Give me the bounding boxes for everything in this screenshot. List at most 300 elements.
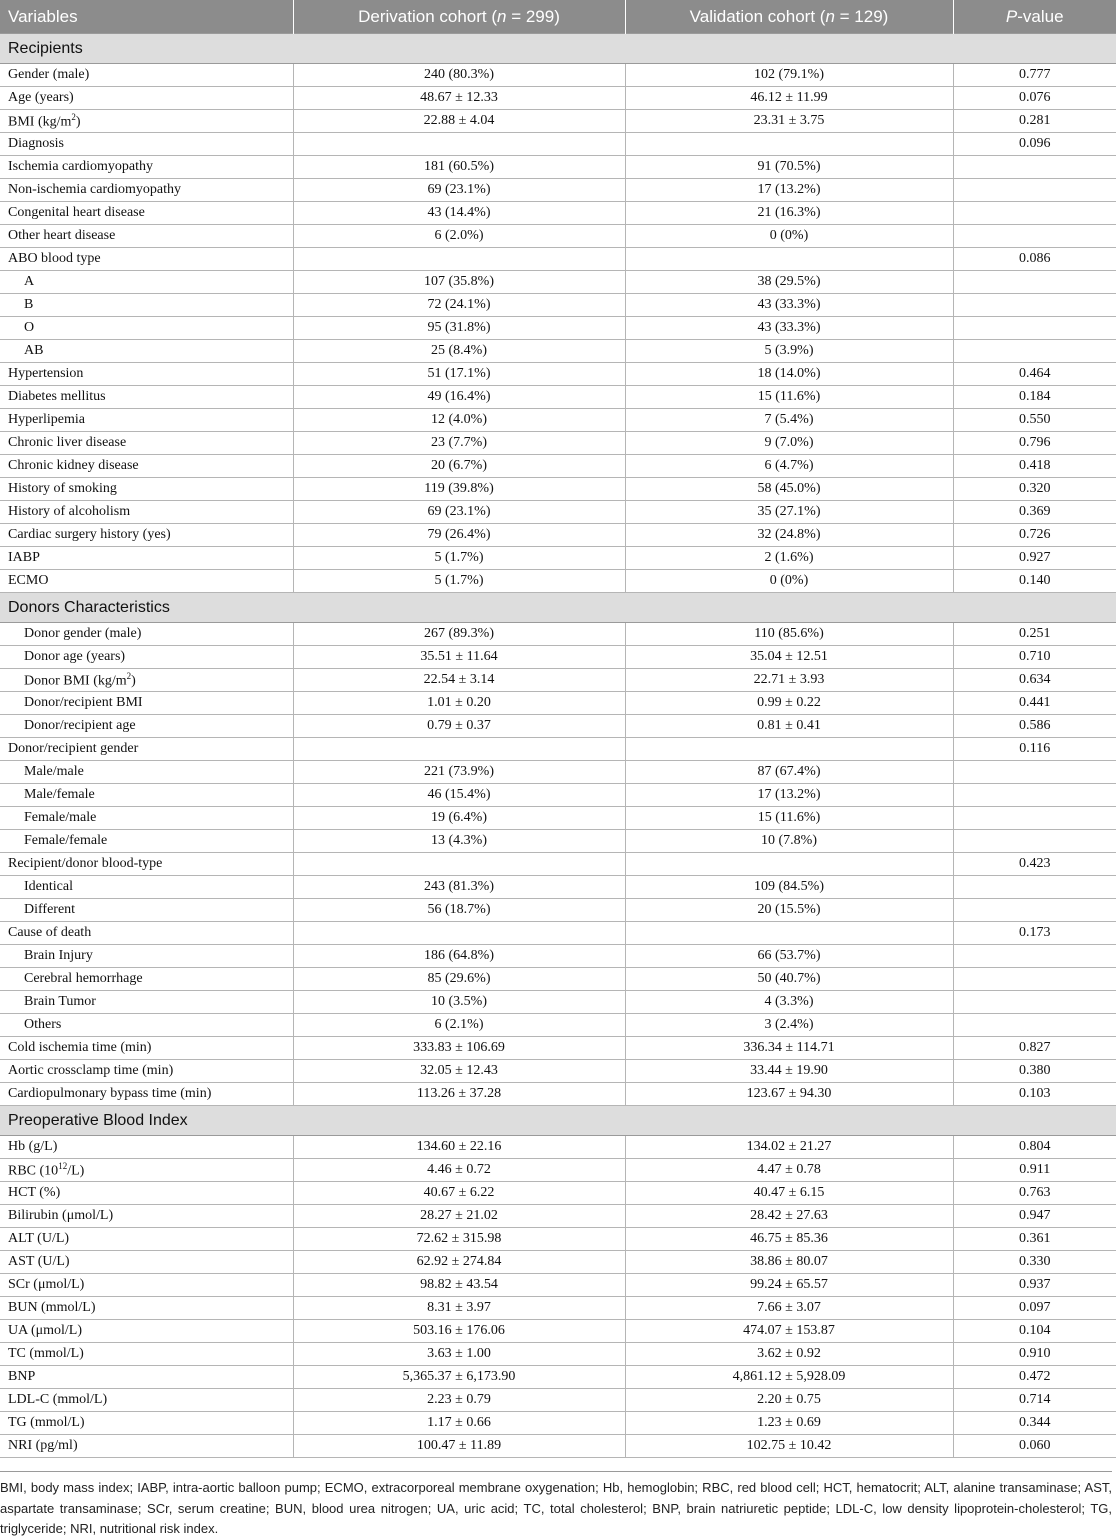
validation-value: 43 (33.3%) xyxy=(625,294,953,317)
variable-label-suffix: /L) xyxy=(67,1163,85,1179)
variable-label-text: UA (μmol/L) xyxy=(8,1323,82,1338)
p-value xyxy=(953,761,1116,784)
variable-label xyxy=(0,1182,293,1205)
variable-label xyxy=(0,179,293,202)
variable-label xyxy=(0,784,293,807)
variable-label xyxy=(0,478,293,501)
validation-value: 5 (3.9%) xyxy=(625,340,953,363)
variable-label-text: Donor gender (male) xyxy=(24,626,142,641)
variable-label-text: Female/female xyxy=(24,833,108,848)
validation-value: 110 (85.6%) xyxy=(625,623,953,646)
variable-label-text: Congenital heart disease xyxy=(8,205,145,220)
variable-label-text: Brain Tumor xyxy=(24,994,96,1009)
table-row xyxy=(0,669,1116,692)
derivation-value: 186 (64.8%) xyxy=(293,945,625,968)
variable-label xyxy=(0,876,293,899)
validation-value: 4.47 ± 0.78 xyxy=(625,1159,953,1182)
validation-value: 0 (0%) xyxy=(625,570,953,593)
p-value: 0.927 xyxy=(953,547,1116,570)
derivation-value: 13 (4.3%) xyxy=(293,830,625,853)
derivation-value: 28.27 ± 21.02 xyxy=(293,1205,625,1228)
variable-label-text: Chronic liver disease xyxy=(8,435,127,450)
table-row xyxy=(0,340,1116,363)
derivation-value: 100.47 ± 11.89 xyxy=(293,1435,625,1458)
table-row xyxy=(0,386,1116,409)
variable-label-superscript: 2 xyxy=(126,670,132,681)
variable-label-text: BMI (kg/m xyxy=(8,114,72,130)
variable-label xyxy=(0,133,293,156)
table-row xyxy=(0,1274,1116,1297)
validation-value: 38 (29.5%) xyxy=(625,271,953,294)
table-row xyxy=(0,623,1116,646)
variable-label-text: Cardiopulmonary bypass time (min) xyxy=(8,1086,212,1101)
p-value: 0.281 xyxy=(953,110,1116,133)
validation-value: 21 (16.3%) xyxy=(625,202,953,225)
variable-label xyxy=(0,1037,293,1060)
variable-label-text: Cerebral hemorrhage xyxy=(24,971,143,986)
variable-label xyxy=(0,1412,293,1435)
p-value: 0.104 xyxy=(953,1320,1116,1343)
validation-value: 0.99 ± 0.22 xyxy=(625,692,953,715)
variable-label xyxy=(0,294,293,317)
table-row xyxy=(0,478,1116,501)
p-value: 0.418 xyxy=(953,455,1116,478)
header-validation-n: n xyxy=(825,6,835,26)
variable-label xyxy=(0,547,293,570)
p-value: 0.804 xyxy=(953,1136,1116,1159)
table-row xyxy=(0,110,1116,133)
variable-label-text: AB xyxy=(24,343,44,358)
derivation-value: 56 (18.7%) xyxy=(293,899,625,922)
variable-label-text: Bilirubin (μmol/L) xyxy=(8,1208,114,1223)
variable-label-text: Donor age (years) xyxy=(24,649,126,664)
derivation-value: 19 (6.4%) xyxy=(293,807,625,830)
variable-label xyxy=(0,830,293,853)
variable-label-text: Aortic crossclamp time (min) xyxy=(8,1063,174,1078)
variable-label xyxy=(0,409,293,432)
table-row xyxy=(0,1060,1116,1083)
p-value: 0.472 xyxy=(953,1366,1116,1389)
variable-label-text: Hyperlipemia xyxy=(8,412,85,427)
variable-label-text: Ischemia cardiomyopathy xyxy=(8,159,154,174)
validation-value: 22.71 ± 3.93 xyxy=(625,669,953,692)
derivation-value: 243 (81.3%) xyxy=(293,876,625,899)
table-row xyxy=(0,156,1116,179)
variable-label-text: A xyxy=(24,274,35,289)
validation-value xyxy=(625,133,953,156)
variable-label xyxy=(0,1343,293,1366)
validation-value: 102 (79.1%) xyxy=(625,64,953,87)
variable-label-text: Identical xyxy=(24,879,73,894)
variable-label xyxy=(0,225,293,248)
variable-label xyxy=(0,623,293,646)
header-derivation-suffix: = 299) xyxy=(506,6,560,26)
p-value xyxy=(953,271,1116,294)
variable-label-text: SCr (μmol/L) xyxy=(8,1277,85,1292)
variable-label-text: BNP xyxy=(8,1369,36,1384)
variable-label xyxy=(0,87,293,110)
validation-value: 2 (1.6%) xyxy=(625,547,953,570)
validation-value: 50 (40.7%) xyxy=(625,968,953,991)
variable-label-text: History of alcoholism xyxy=(8,504,131,519)
p-value: 0.714 xyxy=(953,1389,1116,1412)
p-value: 0.380 xyxy=(953,1060,1116,1083)
derivation-value: 6 (2.0%) xyxy=(293,225,625,248)
p-value: 0.076 xyxy=(953,87,1116,110)
variable-label xyxy=(0,1389,293,1412)
p-value: 0.911 xyxy=(953,1159,1116,1182)
p-value: 0.423 xyxy=(953,853,1116,876)
derivation-value xyxy=(293,738,625,761)
derivation-value: 267 (89.3%) xyxy=(293,623,625,646)
validation-value: 10 (7.8%) xyxy=(625,830,953,853)
variable-label xyxy=(0,1320,293,1343)
derivation-value: 10 (3.5%) xyxy=(293,991,625,1014)
table-row xyxy=(0,1343,1116,1366)
variable-label-text: Female/male xyxy=(24,810,97,825)
derivation-value: 119 (39.8%) xyxy=(293,478,625,501)
variable-label xyxy=(0,156,293,179)
header-variables-text: Variables xyxy=(8,6,78,26)
variable-label-suffix: ) xyxy=(75,114,81,130)
derivation-value: 51 (17.1%) xyxy=(293,363,625,386)
table-row xyxy=(0,1389,1116,1412)
p-value: 0.369 xyxy=(953,501,1116,524)
p-value: 0.320 xyxy=(953,478,1116,501)
variable-label xyxy=(0,1297,293,1320)
p-value xyxy=(953,179,1116,202)
derivation-value: 22.88 ± 4.04 xyxy=(293,110,625,133)
derivation-value: 2.23 ± 0.79 xyxy=(293,1389,625,1412)
variable-label-superscript: 2 xyxy=(71,111,76,122)
variable-label-text: Gender (male) xyxy=(8,67,90,82)
validation-value: 40.47 ± 6.15 xyxy=(625,1182,953,1205)
variable-label-text: Cold ischemia time (min) xyxy=(8,1040,152,1055)
validation-value: 123.67 ± 94.30 xyxy=(625,1083,953,1106)
variable-label xyxy=(0,363,293,386)
validation-value: 336.34 ± 114.71 xyxy=(625,1037,953,1060)
p-value: 0.361 xyxy=(953,1228,1116,1251)
variable-label-text: Non-ischemia cardiomyopathy xyxy=(8,182,182,197)
derivation-value: 72.62 ± 315.98 xyxy=(293,1228,625,1251)
variable-label-text: TG (mmol/L) xyxy=(8,1415,85,1430)
table-body xyxy=(0,34,1116,1458)
derivation-value: 5 (1.7%) xyxy=(293,570,625,593)
derivation-value: 48.67 ± 12.33 xyxy=(293,87,625,110)
derivation-value: 23 (7.7%) xyxy=(293,432,625,455)
derivation-value: 98.82 ± 43.54 xyxy=(293,1274,625,1297)
derivation-value: 5,365.37 ± 6,173.90 xyxy=(293,1366,625,1389)
validation-value xyxy=(625,738,953,761)
table-row xyxy=(0,991,1116,1014)
table-row xyxy=(0,1182,1116,1205)
p-value: 0.586 xyxy=(953,715,1116,738)
table-row xyxy=(0,807,1116,830)
header-row xyxy=(0,0,1116,34)
derivation-value: 79 (26.4%) xyxy=(293,524,625,547)
validation-value: 23.31 ± 3.75 xyxy=(625,110,953,133)
p-value: 0.763 xyxy=(953,1182,1116,1205)
variable-label xyxy=(0,991,293,1014)
variable-label xyxy=(0,1159,293,1182)
p-value: 0.441 xyxy=(953,692,1116,715)
variable-label-text: ECMO xyxy=(8,573,49,588)
p-value xyxy=(953,945,1116,968)
header-p-italic: P xyxy=(1005,6,1018,26)
derivation-value: 503.16 ± 176.06 xyxy=(293,1320,625,1343)
section-header-row xyxy=(0,1106,1116,1136)
variable-label-text: Others xyxy=(24,1017,62,1032)
derivation-value: 69 (23.1%) xyxy=(293,501,625,524)
p-value xyxy=(953,876,1116,899)
derivation-value: 20 (6.7%) xyxy=(293,455,625,478)
variable-label xyxy=(0,761,293,784)
derivation-value xyxy=(293,853,625,876)
p-value xyxy=(953,317,1116,340)
validation-value: 109 (84.5%) xyxy=(625,876,953,899)
p-value: 0.116 xyxy=(953,738,1116,761)
variable-label xyxy=(0,853,293,876)
validation-value: 15 (11.6%) xyxy=(625,386,953,409)
variable-label-superscript: 12 xyxy=(58,1160,68,1171)
variable-label-text: AST (U/L) xyxy=(8,1254,70,1269)
table-row xyxy=(0,899,1116,922)
validation-value: 46.12 ± 11.99 xyxy=(625,87,953,110)
validation-value: 91 (70.5%) xyxy=(625,156,953,179)
validation-value: 28.42 ± 27.63 xyxy=(625,1205,953,1228)
validation-value: 33.44 ± 19.90 xyxy=(625,1060,953,1083)
p-value: 0.096 xyxy=(953,133,1116,156)
derivation-value: 134.60 ± 22.16 xyxy=(293,1136,625,1159)
derivation-value: 62.92 ± 274.84 xyxy=(293,1251,625,1274)
variable-label-text: Male/female xyxy=(24,787,95,802)
variable-label-text: Diagnosis xyxy=(8,136,64,151)
validation-value xyxy=(625,922,953,945)
variable-label-text: NRI (pg/ml) xyxy=(8,1438,78,1453)
variable-label-text: Donor BMI (kg/m xyxy=(24,673,127,689)
validation-value: 17 (13.2%) xyxy=(625,179,953,202)
validation-value: 0 (0%) xyxy=(625,225,953,248)
derivation-value: 6 (2.1%) xyxy=(293,1014,625,1037)
variable-label-text: Recipient/donor blood-type xyxy=(8,856,163,871)
table-row xyxy=(0,784,1116,807)
p-value: 0.086 xyxy=(953,248,1116,271)
variable-label xyxy=(0,968,293,991)
variable-label xyxy=(0,570,293,593)
table-row xyxy=(0,1205,1116,1228)
validation-value: 4 (3.3%) xyxy=(625,991,953,1014)
variable-label-text: Hb (g/L) xyxy=(8,1139,58,1154)
validation-value: 6 (4.7%) xyxy=(625,455,953,478)
variable-label-text: ABO blood type xyxy=(8,251,101,266)
variable-label xyxy=(0,271,293,294)
section-header-row xyxy=(0,593,1116,623)
table-row xyxy=(0,363,1116,386)
derivation-value: 49 (16.4%) xyxy=(293,386,625,409)
derivation-value: 46 (15.4%) xyxy=(293,784,625,807)
table-row xyxy=(0,432,1116,455)
variable-label-text: Donor/recipient gender xyxy=(8,741,139,756)
validation-value: 0.81 ± 0.41 xyxy=(625,715,953,738)
variable-label-text: Male/male xyxy=(24,764,84,779)
variable-label xyxy=(0,1251,293,1274)
table-row xyxy=(0,830,1116,853)
variable-label xyxy=(0,807,293,830)
p-value xyxy=(953,784,1116,807)
derivation-value: 4.46 ± 0.72 xyxy=(293,1159,625,1182)
validation-value: 35.04 ± 12.51 xyxy=(625,646,953,669)
variable-label xyxy=(0,1274,293,1297)
validation-value: 134.02 ± 21.27 xyxy=(625,1136,953,1159)
variable-label xyxy=(0,524,293,547)
table-row xyxy=(0,225,1116,248)
validation-value: 58 (45.0%) xyxy=(625,478,953,501)
derivation-value: 240 (80.3%) xyxy=(293,64,625,87)
variable-label xyxy=(0,340,293,363)
table-row xyxy=(0,1366,1116,1389)
table-row xyxy=(0,853,1116,876)
validation-value: 46.75 ± 85.36 xyxy=(625,1228,953,1251)
variable-label xyxy=(0,945,293,968)
variable-label-text: Different xyxy=(24,902,76,917)
variable-label-text: TC (mmol/L) xyxy=(8,1346,84,1361)
derivation-value: 0.79 ± 0.37 xyxy=(293,715,625,738)
header-p-suffix: -value xyxy=(1017,6,1064,26)
validation-value: 43 (33.3%) xyxy=(625,317,953,340)
p-value xyxy=(953,968,1116,991)
derivation-value: 43 (14.4%) xyxy=(293,202,625,225)
derivation-value: 221 (73.9%) xyxy=(293,761,625,784)
table-row xyxy=(0,570,1116,593)
p-value: 0.184 xyxy=(953,386,1116,409)
header-derivation-prefix: Derivation cohort ( xyxy=(358,6,497,26)
table-row xyxy=(0,1412,1116,1435)
variable-label xyxy=(0,899,293,922)
p-value xyxy=(953,807,1116,830)
table-row xyxy=(0,501,1116,524)
variable-label xyxy=(0,692,293,715)
table-row xyxy=(0,64,1116,87)
p-value xyxy=(953,830,1116,853)
variable-label xyxy=(0,715,293,738)
p-value: 0.937 xyxy=(953,1274,1116,1297)
variable-label-text: IABP xyxy=(8,550,40,565)
variable-label-suffix: ) xyxy=(131,673,136,689)
variable-label xyxy=(0,248,293,271)
variable-label xyxy=(0,1014,293,1037)
derivation-value xyxy=(293,133,625,156)
variable-label xyxy=(0,110,293,133)
table-row xyxy=(0,968,1116,991)
validation-value: 38.86 ± 80.07 xyxy=(625,1251,953,1274)
p-value: 0.947 xyxy=(953,1205,1116,1228)
variable-label xyxy=(0,646,293,669)
validation-value: 32 (24.8%) xyxy=(625,524,953,547)
table-row xyxy=(0,1083,1116,1106)
derivation-value: 8.31 ± 3.97 xyxy=(293,1297,625,1320)
p-value xyxy=(953,225,1116,248)
validation-value: 3 (2.4%) xyxy=(625,1014,953,1037)
variable-label xyxy=(0,202,293,225)
table-row xyxy=(0,1297,1116,1320)
table-row xyxy=(0,646,1116,669)
variable-label-text: Chronic kidney disease xyxy=(8,458,139,473)
validation-value: 4,861.12 ± 5,928.09 xyxy=(625,1366,953,1389)
variable-label xyxy=(0,1060,293,1083)
validation-value: 35 (27.1%) xyxy=(625,501,953,524)
table-row xyxy=(0,547,1116,570)
derivation-value: 12 (4.0%) xyxy=(293,409,625,432)
validation-value: 2.20 ± 0.75 xyxy=(625,1389,953,1412)
p-value: 0.330 xyxy=(953,1251,1116,1274)
header-derivation-cohort xyxy=(293,0,625,34)
table-row xyxy=(0,1435,1116,1458)
variable-label xyxy=(0,386,293,409)
table-header xyxy=(0,0,1116,34)
p-value: 0.777 xyxy=(953,64,1116,87)
variable-label xyxy=(0,922,293,945)
p-value xyxy=(953,294,1116,317)
table-row xyxy=(0,179,1116,202)
variable-label-text: LDL-C (mmol/L) xyxy=(8,1392,108,1407)
validation-value xyxy=(625,853,953,876)
table-row xyxy=(0,133,1116,156)
variable-label xyxy=(0,1366,293,1389)
p-value: 0.140 xyxy=(953,570,1116,593)
p-value: 0.634 xyxy=(953,669,1116,692)
p-value xyxy=(953,340,1116,363)
table-row xyxy=(0,1251,1116,1274)
p-value: 0.827 xyxy=(953,1037,1116,1060)
variable-label xyxy=(0,1435,293,1458)
variable-label-text: ALT (U/L) xyxy=(8,1231,70,1246)
variable-label-text: Other heart disease xyxy=(8,228,116,243)
variable-label xyxy=(0,1083,293,1106)
validation-value: 9 (7.0%) xyxy=(625,432,953,455)
variable-label-text: B xyxy=(24,297,34,312)
variable-label xyxy=(0,455,293,478)
p-value: 0.550 xyxy=(953,409,1116,432)
derivation-value xyxy=(293,922,625,945)
derivation-value: 1.17 ± 0.66 xyxy=(293,1412,625,1435)
p-value xyxy=(953,1014,1116,1037)
variable-label xyxy=(0,432,293,455)
derivation-value: 22.54 ± 3.14 xyxy=(293,669,625,692)
derivation-value: 69 (23.1%) xyxy=(293,179,625,202)
validation-value: 3.62 ± 0.92 xyxy=(625,1343,953,1366)
derivation-value: 1.01 ± 0.20 xyxy=(293,692,625,715)
table-row xyxy=(0,1320,1116,1343)
derivation-value: 25 (8.4%) xyxy=(293,340,625,363)
derivation-value: 3.63 ± 1.00 xyxy=(293,1343,625,1366)
p-value: 0.344 xyxy=(953,1412,1116,1435)
variable-label xyxy=(0,501,293,524)
variable-label-text: O xyxy=(24,320,35,335)
table-row xyxy=(0,1228,1116,1251)
variable-label xyxy=(0,1136,293,1159)
table-row xyxy=(0,248,1116,271)
derivation-value: 32.05 ± 12.43 xyxy=(293,1060,625,1083)
section-header-row xyxy=(0,34,1116,64)
table-row xyxy=(0,876,1116,899)
validation-value: 17 (13.2%) xyxy=(625,784,953,807)
section-title: Preoperative Blood Index xyxy=(0,1106,1116,1136)
variable-label xyxy=(0,317,293,340)
table-row xyxy=(0,455,1116,478)
variable-label xyxy=(0,669,293,692)
p-value: 0.910 xyxy=(953,1343,1116,1366)
variable-label-text: Cardiac surgery history (yes) xyxy=(8,527,171,542)
